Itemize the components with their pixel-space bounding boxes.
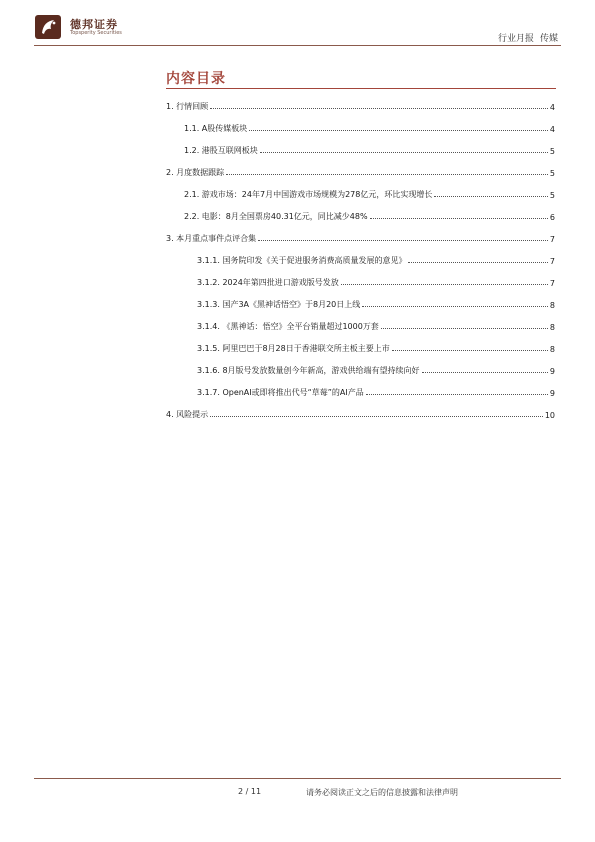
logo-english-name: Topsperity Securities [70, 30, 122, 36]
toc-entry-page: 4 [549, 103, 555, 112]
toc-entry[interactable] [197, 297, 555, 310]
toc-leader [366, 394, 548, 395]
logo-chinese-name: 德邦证券 [70, 18, 118, 31]
toc-entry-page: 9 [549, 389, 555, 398]
toc-entry-title: 3.1.3. 国产3A《黑神话悟空》于8月20日上线 [197, 300, 361, 309]
toc-entry-page: 8 [549, 301, 555, 310]
toc-entry-page: 7 [549, 235, 555, 244]
toc-entry[interactable] [197, 275, 555, 288]
toc-entry-title: 3.1.1. 国务院印发《关于促进服务消费高质量发展的意见》 [197, 256, 407, 265]
report-industry: 传媒 [539, 34, 558, 44]
toc-entry[interactable] [184, 143, 555, 156]
toc-entry-page: 5 [549, 169, 555, 178]
toc-entry[interactable] [166, 99, 555, 112]
toc-entry-title: 4. 风险提示 [166, 410, 209, 419]
toc-leader [249, 130, 548, 131]
toc-title: 内容目录 [166, 71, 226, 87]
toc-entry-page: 9 [549, 367, 555, 376]
toc-entry[interactable] [166, 231, 555, 244]
toc-entry-title: 3.1.2. 2024年第四批进口游戏版号发放 [197, 278, 339, 287]
toc-entry-title: 3.1.5. 阿里巴巴于8月28日于香港联交所主板主要上市 [197, 344, 390, 353]
toc-leader [226, 174, 548, 175]
toc-entry-page: 5 [549, 191, 555, 200]
toc-leader [422, 372, 548, 373]
toc-leader [260, 152, 548, 153]
toc-leader [210, 416, 543, 417]
toc-entry[interactable] [197, 363, 555, 376]
footer-divider [34, 778, 561, 779]
toc-entry[interactable] [184, 121, 555, 134]
toc-leader [370, 218, 548, 219]
toc-entry-title: 3.1.4. 《黑神话：悟空》全平台销量超过1000万套 [197, 322, 379, 331]
toc-entry-page: 7 [549, 257, 555, 266]
toc-entry-page: 8 [549, 345, 555, 354]
toc-entry-title: 2.1. 游戏市场：24年7月中国游戏市场规模为278亿元，环比实现增长 [184, 190, 433, 199]
toc-entry-title: 1.1. A股传媒板块 [184, 124, 248, 133]
toc-leader [341, 284, 548, 285]
toc-entry-page: 10 [544, 411, 555, 420]
toc-entry[interactable] [197, 253, 555, 266]
toc-leader [408, 262, 547, 263]
report-type: 行业月报 [497, 34, 534, 44]
toc-entry-page: 5 [549, 147, 555, 156]
legal-disclaimer: 请务必阅读正文之后的信息披露和法律声明 [306, 788, 458, 797]
toc-entry-title: 3.1.6. 8月版号发放数量创今年新高，游戏供给端有望持续向好 [197, 366, 420, 375]
toc-leader [381, 328, 548, 329]
toc-leader [434, 196, 548, 197]
toc-entry-page: 7 [549, 279, 555, 288]
toc-entry[interactable] [184, 187, 555, 200]
toc-entry-page: 4 [549, 125, 555, 134]
toc-leader [258, 240, 548, 241]
toc-entry[interactable] [197, 385, 555, 398]
toc-entry-title: 3.1.7. OpenAI或即将推出代号“草莓”的AI产品 [197, 388, 364, 397]
toc-entry-page: 6 [549, 213, 555, 222]
toc-entry-title: 2. 月度数据跟踪 [166, 168, 225, 177]
toc-entry-title: 1. 行情回顾 [166, 102, 209, 111]
toc-leader [210, 108, 548, 109]
toc-entry-title: 2.2. 电影：8月全国票房40.31亿元，同比减少48% [184, 212, 368, 221]
toc-entry[interactable] [197, 341, 555, 354]
toc-entry[interactable] [166, 165, 555, 178]
toc-entry-title: 1.2. 港股互联网板块 [184, 146, 258, 155]
toc-entry-page: 8 [549, 323, 555, 332]
toc-entry[interactable] [197, 319, 555, 332]
toc-entry-title: 3. 本月重点事件点评合集 [166, 234, 257, 243]
toc-leader [362, 306, 548, 307]
toc-leader [392, 350, 548, 351]
toc-entry[interactable] [166, 407, 555, 420]
toc-entry[interactable] [184, 209, 555, 222]
page-number: 2 / 11 [238, 787, 262, 796]
